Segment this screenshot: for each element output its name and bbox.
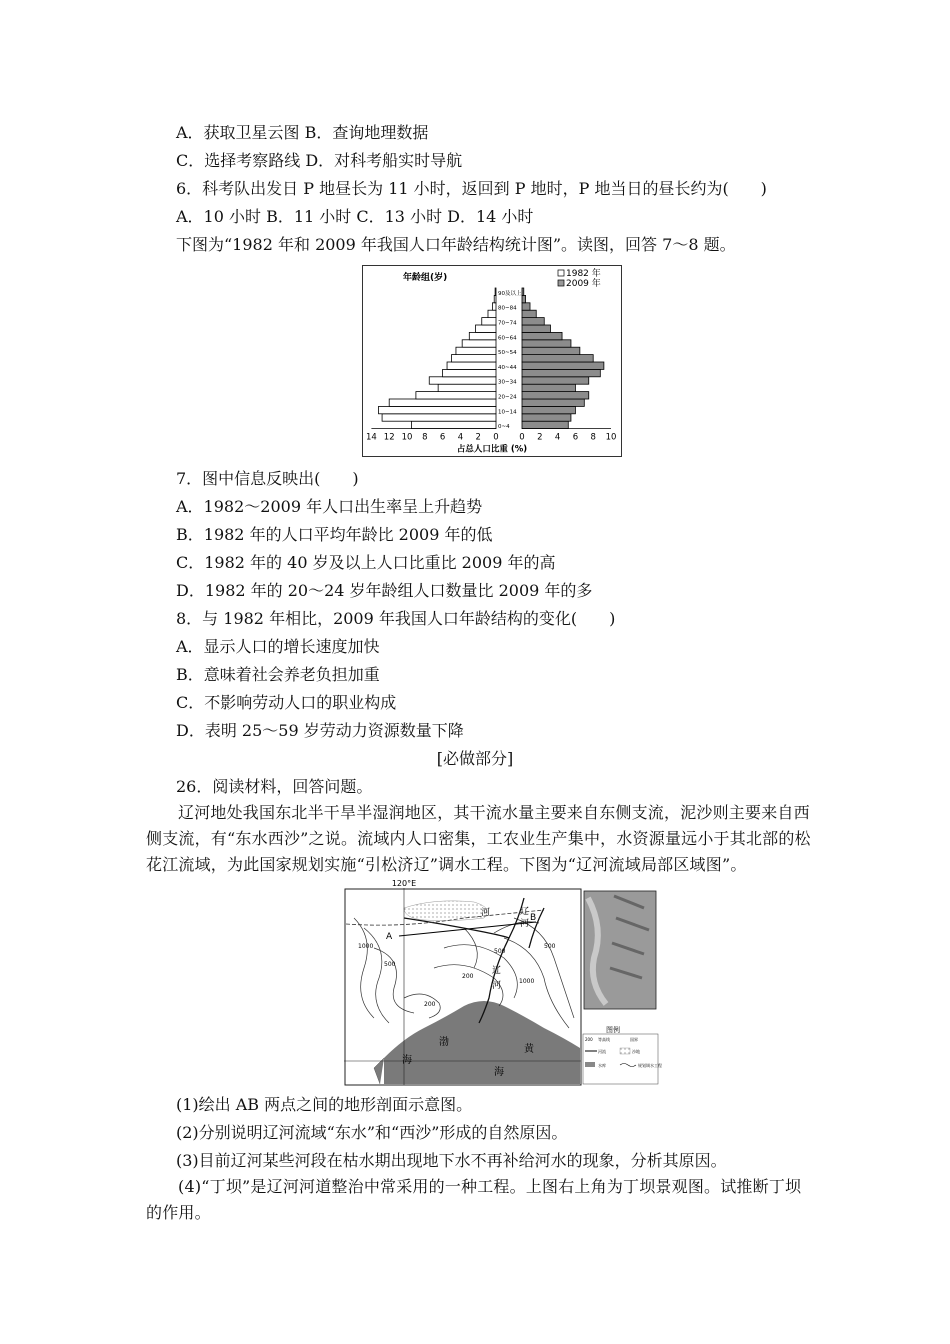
q7-option-d: D．1982 年的 20～24 岁年龄组人口数量比 2009 年的多 [176,581,593,600]
river-label-4: 辽 [492,966,502,976]
tick-right-10: 10 [605,432,617,443]
legend-value: 200 [585,1037,593,1042]
bar-2009-50~54 [522,347,580,354]
q26-sub4: (4)“丁坝”是辽河河道整治中常采用的一种工程。上图右上角为丁坝景观图。试推断丁坝的作用。 [146,1177,802,1222]
contour-label-3: 500 [494,948,506,955]
legend-swatch-1982 [558,270,564,276]
bar-1982-80~84 [492,303,496,310]
tick-right-8: 8 [590,432,596,443]
bar-1982-85~89 [494,295,496,302]
section-title: [必做部分] [436,749,514,768]
category-label-30~34: 30~34 [498,379,517,386]
q26-sub1: (1)绘出 AB 两点之间的地形剖面示意图。 [176,1095,473,1114]
legend-title: 图例 [606,1026,620,1034]
river-label-3: 河 [520,919,530,929]
q26-sub2: (2)分别说明辽河流域“东水”和“西沙”形成的自然原因。 [176,1123,568,1142]
tick-right-6: 6 [572,432,579,443]
q7-option-b: B．1982 年的人口平均年龄比 2009 年的低 [176,525,493,544]
legend-item-sand: 沙地 [632,1049,640,1054]
q7-stem: 7．图中信息反映出( ) [176,469,359,488]
contour-label-6: 500 [544,943,556,950]
bar-1982-65~69 [476,325,496,332]
intro-7-8: 下图为“1982 年和 2009 年我国人口年龄结构统计图”。读图，回答 7～8 题。 [176,235,736,254]
category-label-10~14: 10~14 [498,409,517,416]
category-label-90及以上: 90及以上 [498,290,522,297]
category-label-70~74: 70~74 [498,320,517,327]
category-label-0~4: 0~4 [498,424,510,431]
bar-1982-30~34 [429,377,496,384]
tick-right-0: 0 [519,432,525,443]
bar-1982-35~39 [443,369,496,376]
river-label-5: 河 [492,981,502,991]
sea-label-bo: 渤 [439,1037,449,1048]
bar-2009-25~29 [522,384,575,391]
q8-option-d: D．表明 25～59 岁劳动力资源数量下降 [176,721,464,740]
q7-option-a: A．1982～2009 年人口出生率呈上升趋势 [176,497,483,516]
q8-stem: 8．与 1982 年相比，2009 年我国人口年龄结构的变化( ) [176,609,616,628]
category-label-20~24: 20~24 [498,394,517,401]
bar-1982-10~14 [379,406,496,413]
tick-left-0: 0 [493,432,499,443]
bar-1982-50~54 [456,347,496,354]
map-svg [344,879,662,1088]
q8-option-b: B．意味着社会养老负担加重 [176,665,380,684]
bar-2009-70~74 [522,318,544,325]
bar-2009-45~49 [522,355,593,362]
legend-box [583,1034,658,1084]
bar-2009-65~69 [522,325,550,332]
bar-2009-15~19 [522,399,584,406]
q8-option-c: C．不影响劳动人口的职业构成 [176,693,397,712]
contour-label-4: 200 [462,973,474,980]
contour-label-7: 200 [424,1001,436,1008]
category-label-50~54: 50~54 [498,350,517,357]
legend-item-reservoir: 水库 [598,1063,606,1068]
bar-2009-55~59 [522,340,571,347]
contour-label-5: 1000 [519,978,535,985]
q26-sub3: (3)目前辽河某些河段在枯水期出现地下水不再补给河水的现象，分析其原因。 [176,1151,727,1170]
bar-1982-70~74 [482,318,496,325]
bar-2009-60~64 [522,332,562,339]
q6-options: A．10 小时 B．11 小时 C．13 小时 D．14 小时 [176,207,534,226]
river-label-1: 河 [481,908,491,918]
tick-left-8: 8 [422,432,428,443]
point-a-label: A [386,932,393,942]
point-b-label: B [530,913,537,923]
bar-2009-90及以上 [522,288,524,295]
bar-2009-40~44 [522,362,604,369]
bar-1982-60~64 [469,332,496,339]
legend-item-transfer: 规划调水工程 [638,1063,662,1068]
bar-2009-5~9 [522,414,571,421]
bar-1982-25~29 [438,384,496,391]
bar-2009-30~34 [522,377,589,384]
bar-1982-20~24 [416,392,496,399]
population-pyramid-chart [362,265,622,457]
bar-1982-55~59 [462,340,496,347]
legend-label-1982: 1982 年 [566,269,601,279]
q6-stem: 6．科考队出发日 P 地昼长为 11 小时，返回到 P 地时，P 地当日的昼长约为( ) [176,179,767,198]
sea-label-hai2: 海 [494,1067,504,1078]
q5-options-line1: A．获取卫星云图 B．查询地理数据 [176,123,429,142]
bar-2009-20~24 [522,392,589,399]
legend-swatch-2009 [558,280,564,286]
bar-1982-0~4 [411,421,496,428]
legend-item-contour: 等高线 [598,1037,610,1042]
tick-right-2: 2 [537,432,543,443]
bar-2009-35~39 [522,369,600,376]
contour-label-1: 1000 [358,943,374,950]
lon-label: 120°E [391,879,417,888]
tick-left-12: 12 [383,432,395,443]
chart-title: 年龄组(岁) [403,273,448,283]
bar-2009-0~4 [522,421,568,428]
category-label-80~84: 80~84 [498,305,517,312]
bar-1982-5~9 [382,414,496,421]
bar-1982-15~19 [389,399,496,406]
legend-item-border: 国界 [630,1037,638,1042]
pyramid-svg [363,266,621,456]
legend-item-river: 河流 [598,1049,606,1054]
sea-label-hai1: 海 [402,1055,412,1066]
tick-left-10: 10 [401,432,413,443]
tick-left-6: 6 [439,432,446,443]
sea-label-huang: 黄 [524,1044,534,1055]
q5-options-line2: C．选择考察路线 D．对科考船实时导航 [176,151,463,170]
bar-1982-40~44 [447,362,496,369]
bar-1982-75~79 [488,310,496,317]
bar-2009-85~89 [522,295,526,302]
q26-material: 辽河地处我国东北半干旱半湿润地区，其干流水量主要来自东侧支流，泥沙则主要来自西侧支流，有“东水西沙”之说。流域内人口密集，工农业生产集中，水资源量远小于其北部的松花江流域，为此国家规划实施“引松济辽”调水工程。下图为“辽河流域局部区域图”。 [146,803,811,874]
tick-left-4: 4 [457,432,464,443]
bar-2009-75~79 [522,310,536,317]
legend-label-2009: 2009 年 [566,279,601,289]
bar-1982-90及以上 [495,288,496,295]
bar-2009-80~84 [522,303,530,310]
bar-2009-10~14 [522,406,575,413]
category-label-40~44: 40~44 [498,364,517,371]
tick-left-2: 2 [475,432,481,443]
q7-option-c: C．1982 年的 40 岁及以上人口比重比 2009 年的高 [176,553,556,572]
liaohe-basin-map [344,879,662,1088]
x-axis-label: 占总人口比重 (%) [456,444,528,455]
category-label-60~64: 60~64 [498,335,517,342]
q26-stem: 26．阅读材料，回答问题。 [176,777,373,796]
tick-right-4: 4 [554,432,561,443]
contour-label-2: 500 [384,961,396,968]
river-label-2: 辽 [520,907,530,917]
bar-1982-45~49 [452,355,497,362]
tick-left-14: 14 [365,432,377,443]
q8-option-a: A．显示人口的增长速度加快 [176,637,380,656]
